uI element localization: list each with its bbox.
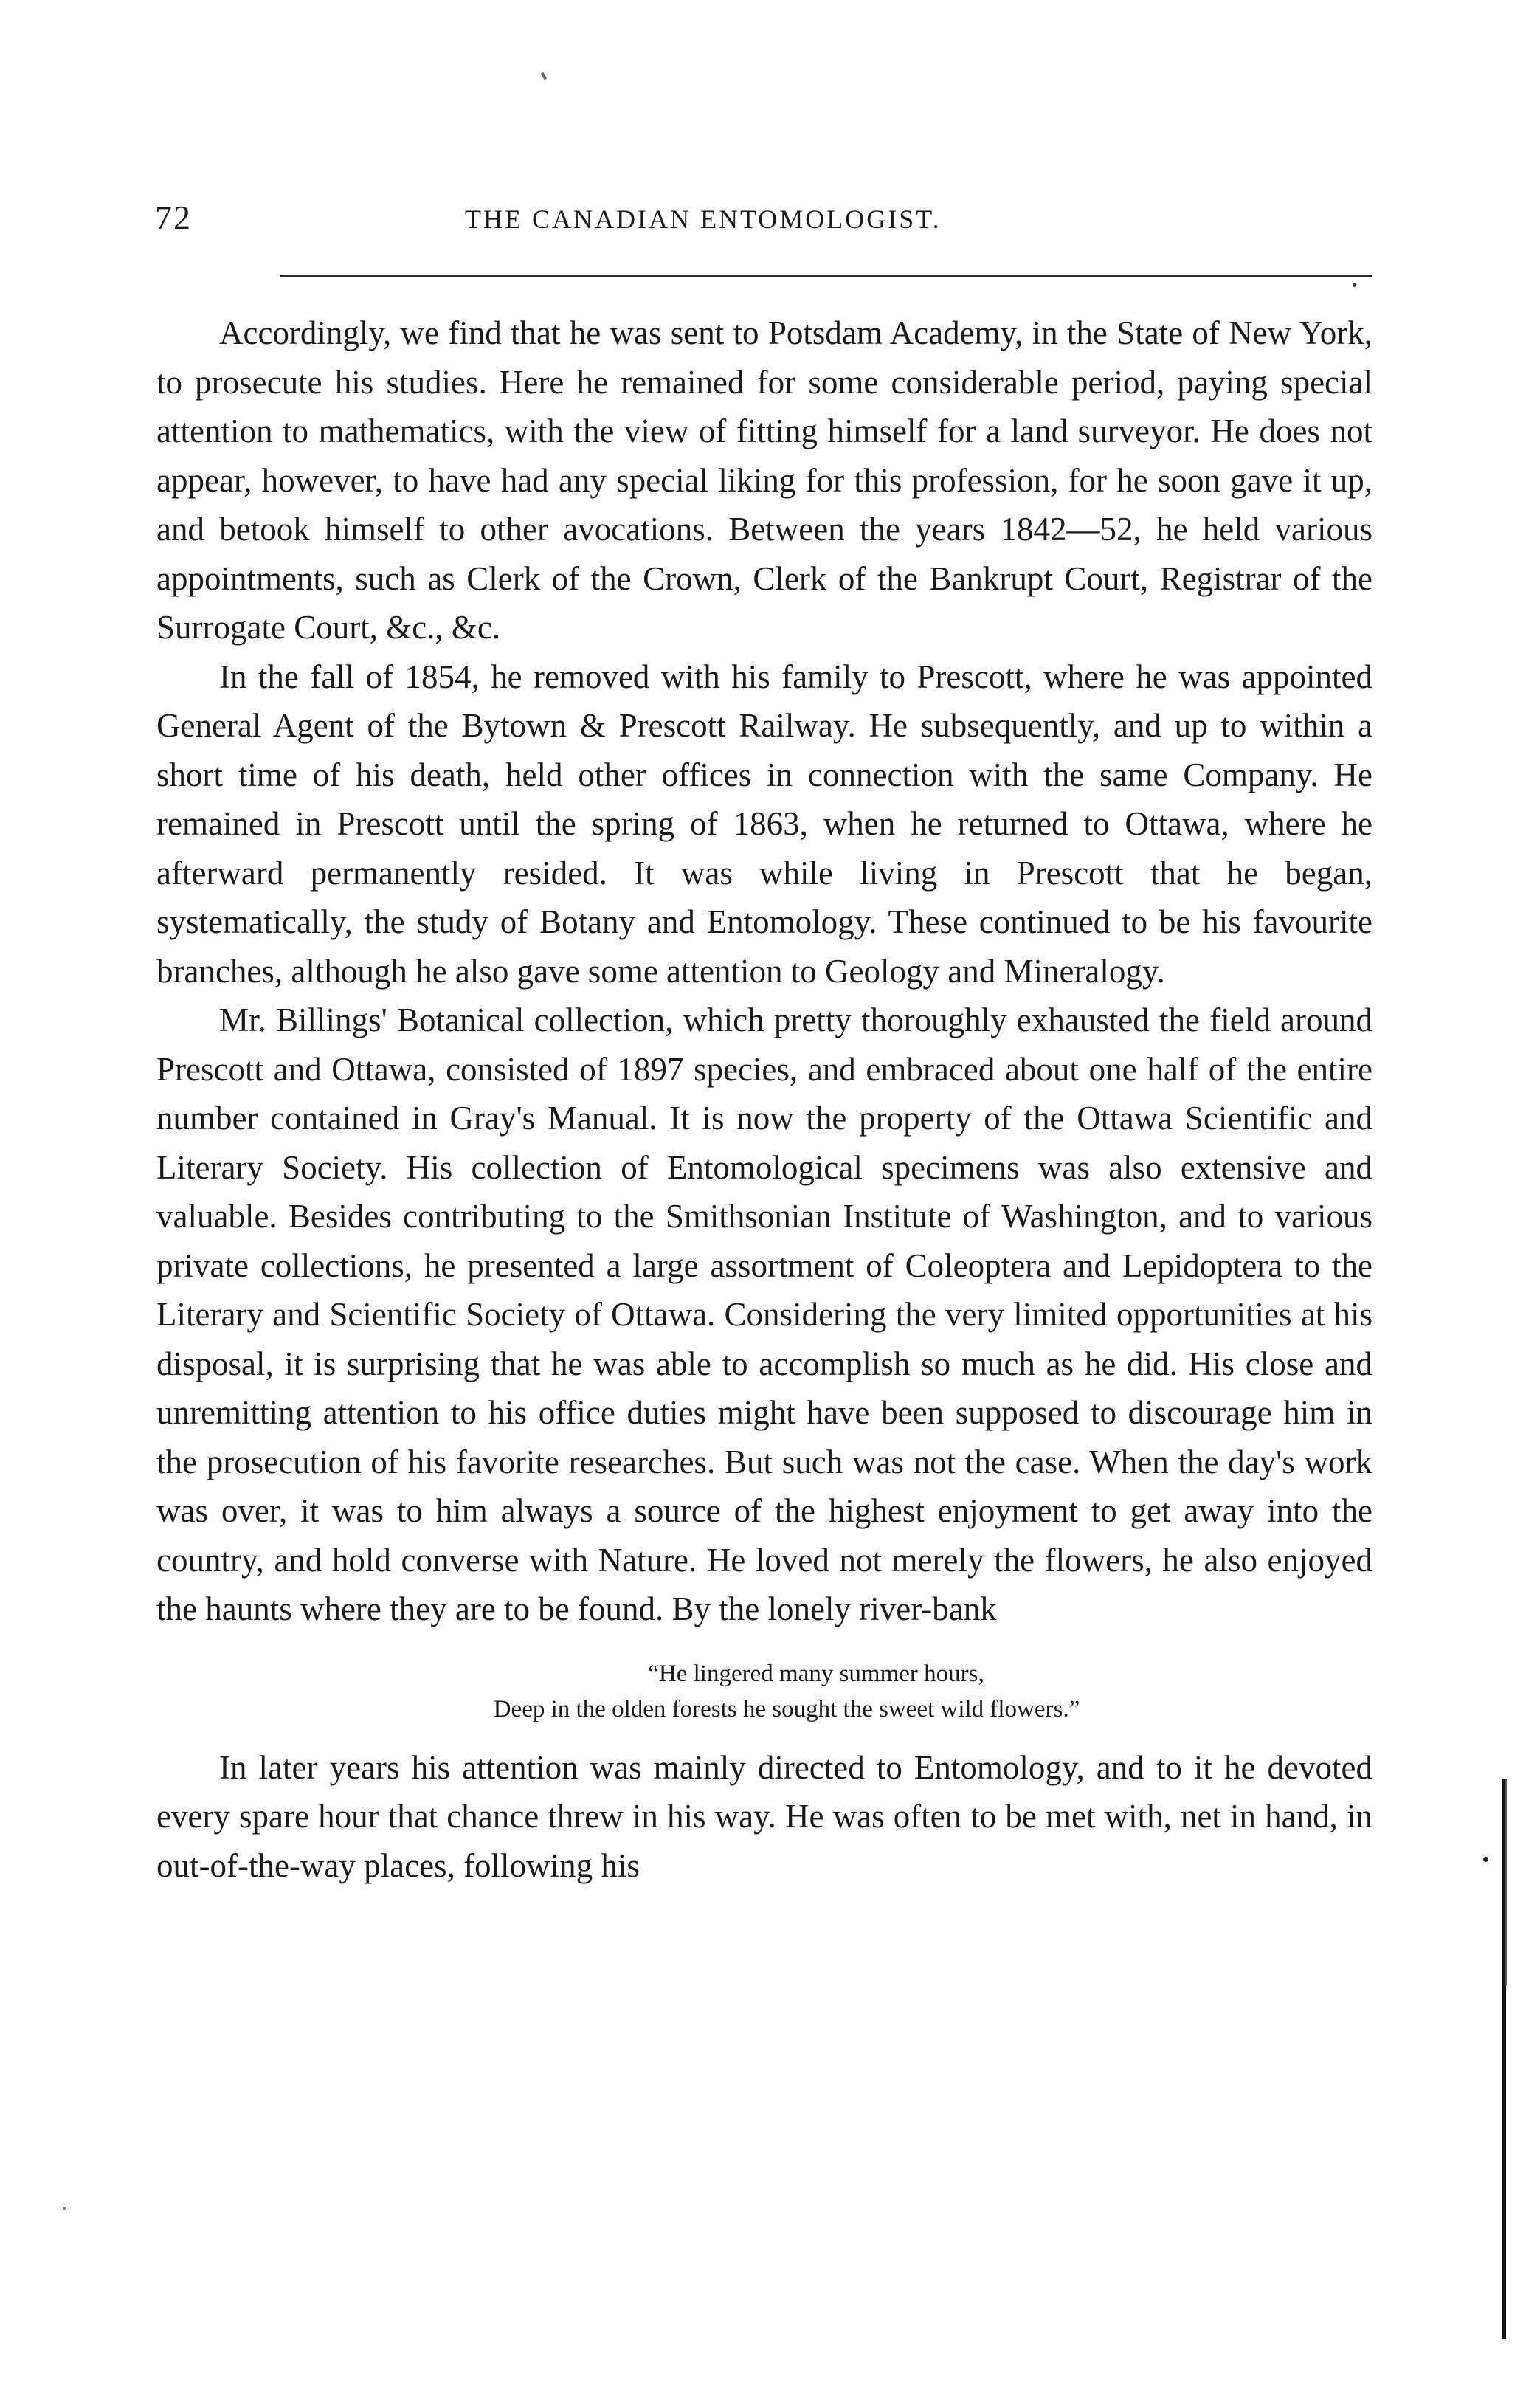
scan-margin-line	[1505, 1779, 1507, 1985]
header-rule-dot	[1353, 283, 1356, 287]
paragraph-education: Accordingly, we find that he was sent to Potsdam Academy, in the State of New York, to prosecute his studies. Here he remained for some considerable period, paying special attention to mathematics, with the view of fitting himself for a land surveyor. He does not appear, however, to have had any special liking for this profession, for he soon gave it up, and betook himself to other avocations. Between the years 1842—52, he held various appointments, such as Clerk of the Crown, Clerk of the Bankrupt Court, Registrar of the Surrogate Court, &c., &c.	[156, 314, 1372, 646]
poem-line-2: Deep in the olden forests he sought the sweet wild flowers.”	[493, 1695, 1080, 1722]
scan-speck	[541, 72, 547, 80]
poem-quotation	[156, 1656, 1372, 1727]
scan-speck	[63, 2207, 66, 2210]
body-text	[156, 308, 1372, 1890]
scan-margin-dot	[1483, 1857, 1488, 1862]
running-title: THE CANADIAN ENTOMOLOGIST.	[465, 204, 942, 234]
paragraph-entomology: In later years his attention was mainly directed to Entomology, and to it he devoted every spare hour that chance threw in his way. He was often to be met with, net in hand, in out-of-the-way places, following his	[156, 1748, 1372, 1884]
page-number: 72	[155, 199, 192, 236]
poem-line-1: “He lingered many summer hours,	[648, 1660, 984, 1687]
paragraph-collections: Mr. Billings' Botanical collection, which pretty thoroughly exhausted the field around Prescott and Ottawa, consisted of 1897 species, and embraced about one half of the entire number contained in Gray's Manual. It is now the property of the Ottawa Scientific and Literary Society. His collection of Entomological specimens was also extensive and valuable. Besides contributing to the Smithsonian Institute of Washington, and to various private collections, he presented a large assortment of Coleoptera and Lepidoptera to the Literary and Scientific Society of Ottawa. Considering the very limited opportunities at his disposal, it is surprising that he was able to accomplish so much as he did. His close and unremitting attention to his office duties might have been supposed to discourage him in the prosecution of his favorite researches. But such was not the case. When the day's work was over, it was to him always a source of the highest enjoyment to get away into the country, and hold converse with Nature. He loved not merely the flowers, he also enjoyed the haunts where they are to be found. By the lonely river-bank	[156, 1001, 1372, 1627]
header-rule	[280, 275, 1372, 277]
page-header	[155, 198, 1372, 242]
paragraph-prescott: In the fall of 1854, he removed with his family to Prescott, where he was appointed General Agent of the Bytown & Prescott Railway. He subsequently, and up to within a short time of his death, held other offices in connection with the same Company. He remained in Prescott until the spring of 1863, when he returned to Ottawa, where he afterward permanently resided. It was while living in Prescott that he began, systematically, the study of Botany and Entomology. These continued to be his favourite branches, although he also gave some attention to Geology and Mineralogy.	[156, 658, 1372, 990]
